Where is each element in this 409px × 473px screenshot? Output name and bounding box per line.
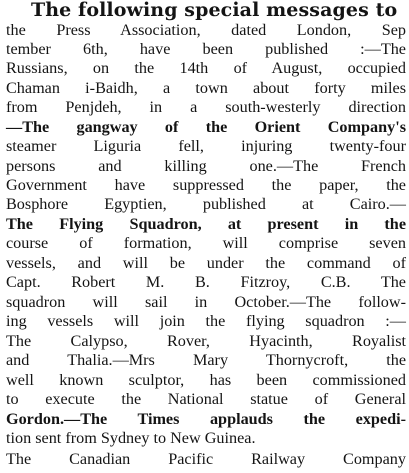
article-line: tember 6th, have been published :—The: [6, 40, 406, 58]
article-line: The Canadian Pacific Railway Company: [6, 450, 406, 468]
article-line: from Penjdeh, in a south-westerly direction: [6, 98, 406, 116]
article-line: persons and killing one.—The French: [6, 157, 406, 175]
article-line: The Calypso, Rover, Hyacinth, Royalist: [6, 332, 406, 350]
article-line: Gordon.—The Times applauds the expedi-: [6, 410, 406, 428]
article-line: ing vessels will join the flying squadron :—: [6, 312, 406, 330]
article-headline: The following special messages to: [31, 0, 398, 21]
article-line: —The gangway of the Orient Company's: [6, 118, 406, 136]
article-line: vessels, and will be under the command of: [6, 254, 406, 272]
article-line: Bosphore Egyptien, published at Cairo.—: [6, 195, 406, 213]
article-line: Russians, on the 14th of August, occupied: [6, 59, 406, 77]
article-line: and Thalia.—Mrs Mary Thornycroft, the: [6, 351, 406, 369]
article-line: well known sculptor, has been commissioned: [6, 371, 406, 389]
article-line: squadron will sail in October.—The follow-: [6, 293, 406, 311]
article-line: to execute the National statue of General: [6, 390, 406, 408]
article-line: steamer Liguria fell, injuring twenty-four: [6, 137, 406, 155]
article-line: tion sent from Sydney to New Guinea.: [6, 429, 256, 447]
article-line: Government have suppressed the paper, the: [6, 176, 406, 194]
article-line: course of formation, will comprise seven: [6, 234, 406, 252]
article-line: the Press Association, dated London, Sep: [6, 21, 406, 39]
article-line: Capt. Robert M. B. Fitzroy, C.B. The: [6, 273, 406, 291]
article-line: The Flying Squadron, at present in the: [6, 215, 406, 233]
article-line: Chaman i-Baidh, a town about forty miles: [6, 79, 406, 97]
